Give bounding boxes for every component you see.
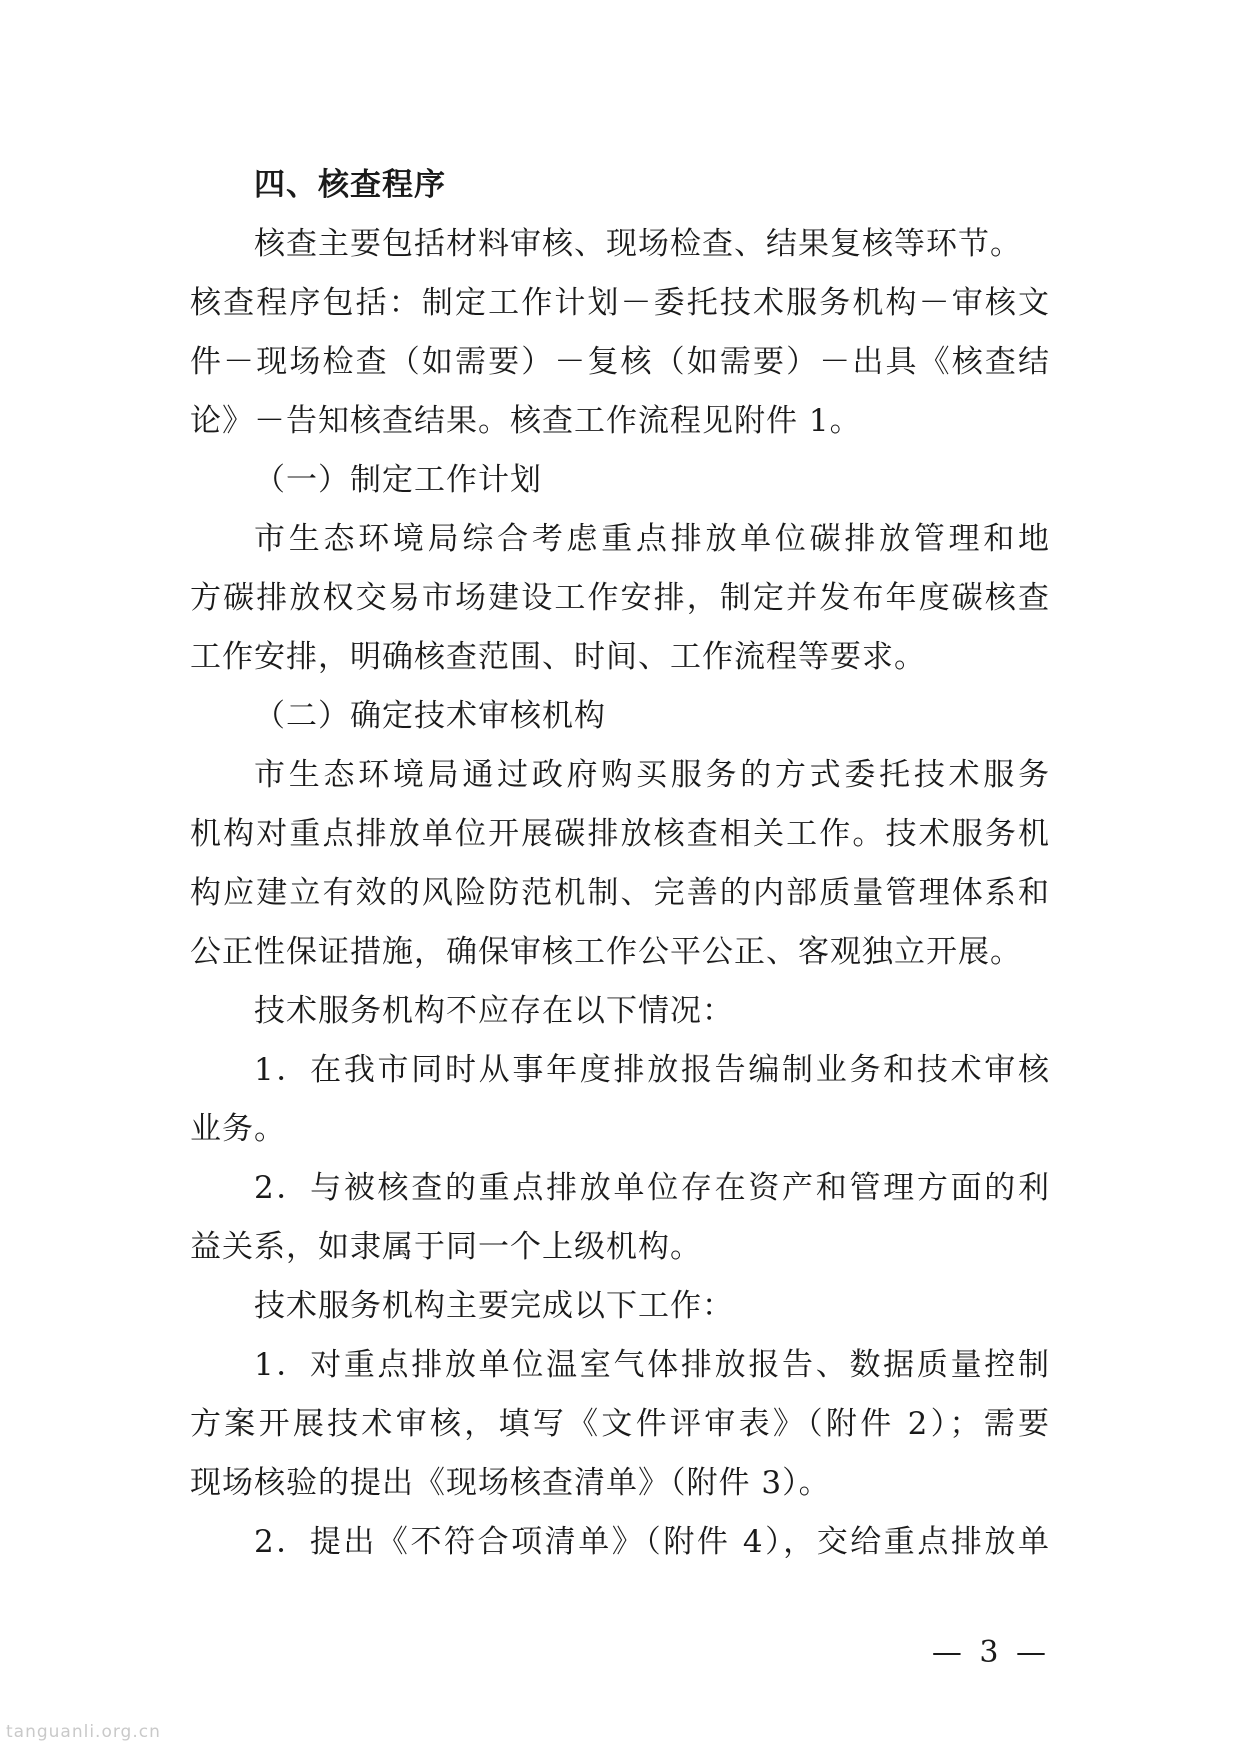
- paragraph-line: 工作安排，明确核查范围、时间、工作流程等要求。: [190, 639, 926, 675]
- paragraph-line: 构应建立有效的风险防范机制、完善的内部质量管理体系和: [190, 875, 1050, 911]
- paragraph-line: 技术服务机构主要完成以下工作：: [254, 1288, 734, 1324]
- paragraph-line: 市生态环境局通过政府购买服务的方式委托技术服务: [254, 757, 1050, 793]
- paragraph-line: 技术服务机构不应存在以下情况：: [254, 993, 734, 1029]
- paragraph-line: 业务。: [190, 1111, 286, 1147]
- subsection-heading: （二）确定技术审核机构: [254, 698, 606, 734]
- section-heading: 四、核查程序: [254, 167, 446, 203]
- paragraph-line: 核查程序包括：制定工作计划－委托技术服务机构－审核文: [190, 285, 1050, 321]
- subsection-heading: （一）制定工作计划: [254, 462, 542, 498]
- watermark: tanguanli.org.cn: [6, 1722, 161, 1742]
- list-item: 1．对重点排放单位温室气体排放报告、数据质量控制: [254, 1347, 1050, 1383]
- list-item: 2．提出《不符合项清单》（附件 4），交给重点排放单: [254, 1524, 1050, 1560]
- list-item: 2．与被核查的重点排放单位存在资产和管理方面的利: [254, 1170, 1050, 1206]
- paragraph-line: 核查主要包括材料审核、现场检查、结果复核等环节。: [254, 226, 1022, 262]
- paragraph-line: 公正性保证措施，确保审核工作公平公正、客观独立开展。: [190, 934, 1022, 970]
- paragraph-line: 方碳排放权交易市场建设工作安排，制定并发布年度碳核查: [190, 580, 1050, 616]
- page-number: — 3 —: [931, 1635, 1050, 1670]
- list-item: 1．在我市同时从事年度排放报告编制业务和技术审核: [254, 1052, 1050, 1088]
- paragraph-line: 现场核验的提出《现场核查清单》（附件 3）。: [190, 1465, 831, 1501]
- document-body: [190, 156, 1050, 1572]
- paragraph-line: 益关系，如隶属于同一个上级机构。: [190, 1229, 702, 1265]
- paragraph-line: 论》－告知核查结果。核查工作流程见附件 1。: [190, 403, 862, 439]
- paragraph-line: 机构对重点排放单位开展碳排放核查相关工作。技术服务机: [190, 816, 1050, 852]
- paragraph-line: 件－现场检查（如需要）－复核（如需要）－出具《核查结: [190, 344, 1050, 380]
- paragraph-line: 方案开展技术审核，填写《文件评审表》（附件 2）；需要: [190, 1406, 1050, 1442]
- paragraph-line: 市生态环境局综合考虑重点排放单位碳排放管理和地: [254, 521, 1050, 557]
